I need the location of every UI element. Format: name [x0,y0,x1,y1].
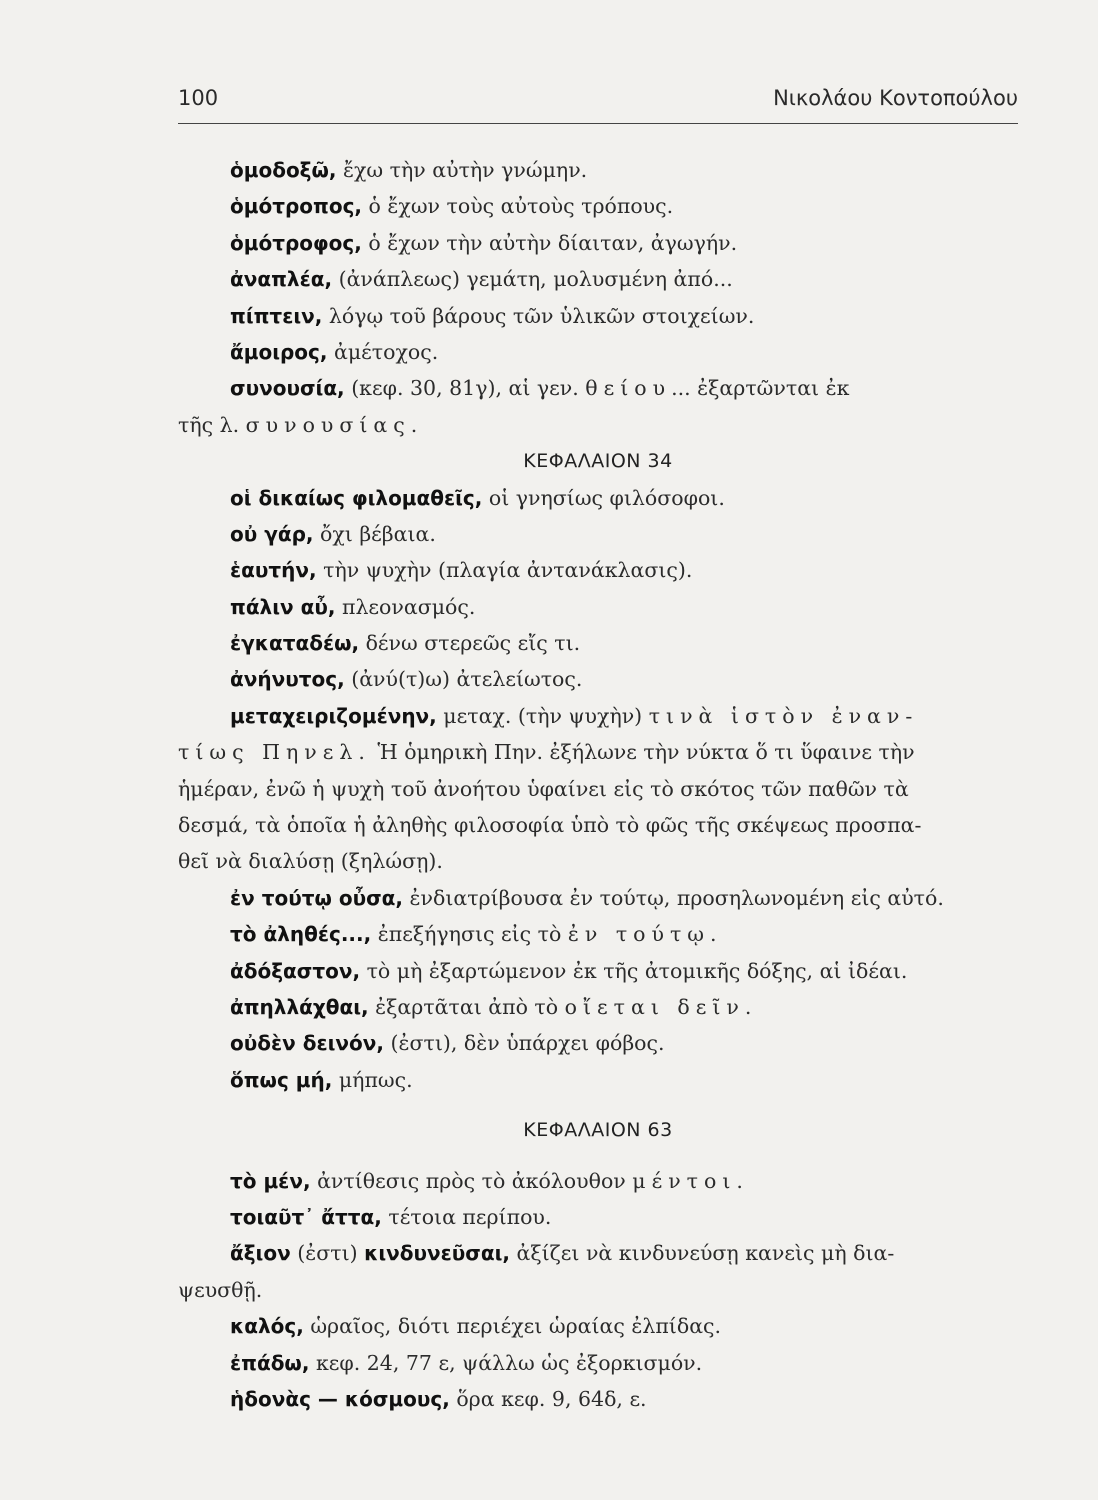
glossary-entry [178,370,1018,406]
entry-gloss: (ἐστι), δὲν ὑπάρχει φόβος. [383,1031,665,1056]
entry-continuation [178,734,1018,770]
entry-gloss: ... ἐξαρτῶνται ἐκ [671,376,850,401]
entry-gloss: ὅρα κεφ. 9, 64δ, ε. [449,1386,647,1411]
spaced-quote: τίως Πηνελ. [178,740,371,765]
chapter-heading: ΚΕΦΑΛΑΙΟΝ 34 [523,450,673,473]
entry-gloss: ἡμέραν, ἐνῶ ἡ ψυχὴ τοῦ ἀνοήτου ὑφαίνει εἰς τὸ σκότος τῶν παθῶν τὰ [178,776,909,801]
spaced-quote: συνουσίας. [245,412,424,437]
entry-gloss: τὸ μὴ ἐξαρτώμενον ἐκ τῆς ἀτομικῆς δόξης, αἱ ἰδέαι. [360,958,908,983]
entry-gloss: ἐπεξήγησις εἰς τὸ [371,922,568,947]
running-title: Νικολάου Κοντοπούλου [773,86,1018,110]
entry-term: οὐ γάρ, [230,521,314,546]
entry-term: ὁμότροπος, [230,194,363,219]
entry-term: τὸ μέν, [230,1168,311,1193]
entry-gloss: θεῖ νὰ διαλύσῃ (ξηλώσῃ). [178,849,443,874]
entry-term: μεταχειριζομένην, [230,703,437,728]
glossary-entry [178,916,1018,952]
header-rule [178,123,1018,124]
glossary-entry [178,661,1018,697]
glossary-entry [178,1345,1018,1381]
entry-term: ἀδόξαστον, [230,958,361,983]
glossary-entry [178,953,1018,989]
entry-term: ὁμοδοξῶ, [230,158,337,182]
glossary-entry [178,1025,1018,1061]
entry-term: πίπτειν, [230,303,323,328]
page-number: 100 [178,86,219,110]
glossary-entry [178,480,1018,516]
glossary-entry [178,1062,1018,1098]
entry-term: οἱ δικαίως φιλομαθεῖς, [230,485,483,510]
entry-gloss: ὡραῖος, διότι περιέχει ὡραίας ἐλπίδας. [303,1314,722,1339]
spaced-quote: ἐν τούτῳ. [567,922,723,947]
entry-term: ἐν τούτῳ οὖσα, [230,885,403,910]
entry-term: ἐγκαταδέω, [230,631,360,656]
glossary-entry [178,516,1018,552]
chapter-heading: ΚΕΦΑΛΑΙΟΝ 63 [523,1119,673,1142]
entry-gloss: ὁ ἔχων τοὺς αὐτοὺς τρόπους. [362,194,674,219]
entry-term: ἑαυτήν, [230,558,317,583]
glossary-entry [178,1235,1018,1271]
entry-term: κινδυνεῦσαι, [364,1241,510,1266]
glossary-entry [178,589,1018,625]
spaced-quote: οἴεται δεῖν. [564,994,758,1019]
entry-term: οὐδὲν δεινόν, [230,1031,384,1056]
entry-term: τὸ ἀληθές..., [230,922,372,947]
glossary-entry [178,152,1018,188]
spaced-quote: τινὰ ἱστὸν ἐναν- [648,703,919,728]
entry-term: ἄμοιρος, [230,339,328,364]
glossary-entry [178,989,1018,1025]
spaced-quote: θείου [585,376,672,401]
entry-term: ἀναπλέα, [230,267,333,292]
entry-continuation [178,407,1018,443]
entry-gloss: τῆς λ. [178,412,246,437]
entry-term: ἀνήνυτος, [230,667,345,692]
entry-continuation [178,771,1018,807]
glossary-entry [178,298,1018,334]
entry-gloss: ψευσθῇ. [178,1277,263,1302]
entry-term: καλός, [230,1314,304,1339]
entry-gloss: ὁ ἔχων τὴν αὐτὴν δίαιταν, ἀγωγήν. [361,230,738,255]
glossary-entry [178,1199,1018,1235]
glossary-entry [178,261,1018,297]
glossary-entry [178,188,1018,224]
entry-continuation [178,843,1018,879]
entry-gloss: μήπως. [332,1067,413,1092]
entry-term: ἡδονὰς — κόσμους, [230,1386,450,1411]
entry-gloss: πλεονασμός. [335,594,476,619]
glossary-entry [178,625,1018,661]
glossary-entry [178,698,1018,734]
entry-gloss: τὴν ψυχὴν (πλαγία ἀντανάκλασις). [316,558,693,583]
glossary-body [178,152,1018,1417]
entry-gloss: ὄχι βέβαια. [313,521,436,546]
glossary-entry [178,880,1018,916]
entry-term: συνουσία, [230,376,345,401]
entry-term: τοιαῦτ᾽ ἄττα, [230,1204,382,1229]
entry-continuation [178,807,1018,843]
running-header [178,84,1018,116]
entry-term: ὁμότροφος, [230,230,362,255]
entry-gloss: ἀντίθεσις πρὸς τὸ ἀκόλουθον [310,1168,633,1193]
entry-gloss: ἐνδιατρίβουσα ἐν τούτῳ, προσηλωνομένη εἰς αὐτό. [403,885,944,910]
entry-gloss: κεφ. 24, 77 ε, ψάλλω ὡς ἐξορκισμόν. [309,1350,703,1375]
glossary-entry [178,1381,1018,1417]
spaced-quote: μέντοι. [632,1168,749,1193]
entry-gloss: οἱ γνησίως φιλόσοφοι. [482,485,725,510]
entry-term: πάλιν αὖ, [230,594,336,619]
entry-gloss: (κεφ. 30, 81γ), αἱ γεν. [344,376,586,401]
entry-gloss: Ἡ ὁμηρικὴ Πην. ἐξήλωνε τὴν νύκτα ὅ τι ὕφαινε τὴν [370,740,915,765]
entry-gloss: ἀξίζει νὰ κινδυνεύσῃ κανεὶς μὴ δια- [509,1241,895,1266]
entry-term: ἄξιον [230,1241,291,1266]
entry-gloss: (ἐστι) [290,1241,365,1266]
glossary-entry [178,334,1018,370]
entry-gloss: δεσμά, τὰ ὁποῖα ἡ ἀληθὴς φιλοσοφία ὑπὸ τὸ φῶς τῆς σκέψεως προσπα- [178,813,922,838]
entry-gloss: δένω στερεῶς εἴς τι. [359,631,581,656]
entry-gloss: λόγῳ τοῦ βάρους τῶν ὑλικῶν στοιχείων. [322,303,755,328]
glossary-entry [178,1308,1018,1344]
entry-term: ἐπάδω, [230,1350,310,1375]
glossary-entry [178,225,1018,261]
entry-term: ἀπηλλάχθαι, [230,994,369,1019]
entry-term: ὅπως μή, [230,1067,333,1092]
glossary-entry [178,1163,1018,1199]
entry-gloss: (ἀνάπλεως) γεμάτη, μολυσμένη ἀπό... [332,267,733,292]
entry-gloss: μεταχ. (τὴν ψυχὴν) [436,703,649,728]
entry-gloss: τέτοια περίπου. [381,1204,552,1229]
entry-gloss: (ἀνύ(τ)ω) ἀτελείωτος. [344,667,583,692]
entry-gloss: ἐξαρτᾶται ἀπὸ τὸ [368,994,565,1019]
entry-continuation [178,1272,1018,1308]
entry-gloss: ἀμέτοχος. [327,339,439,364]
entry-gloss: ἔχω τὴν αὐτὴν γνώμην. [336,158,588,182]
glossary-entry [178,552,1018,588]
